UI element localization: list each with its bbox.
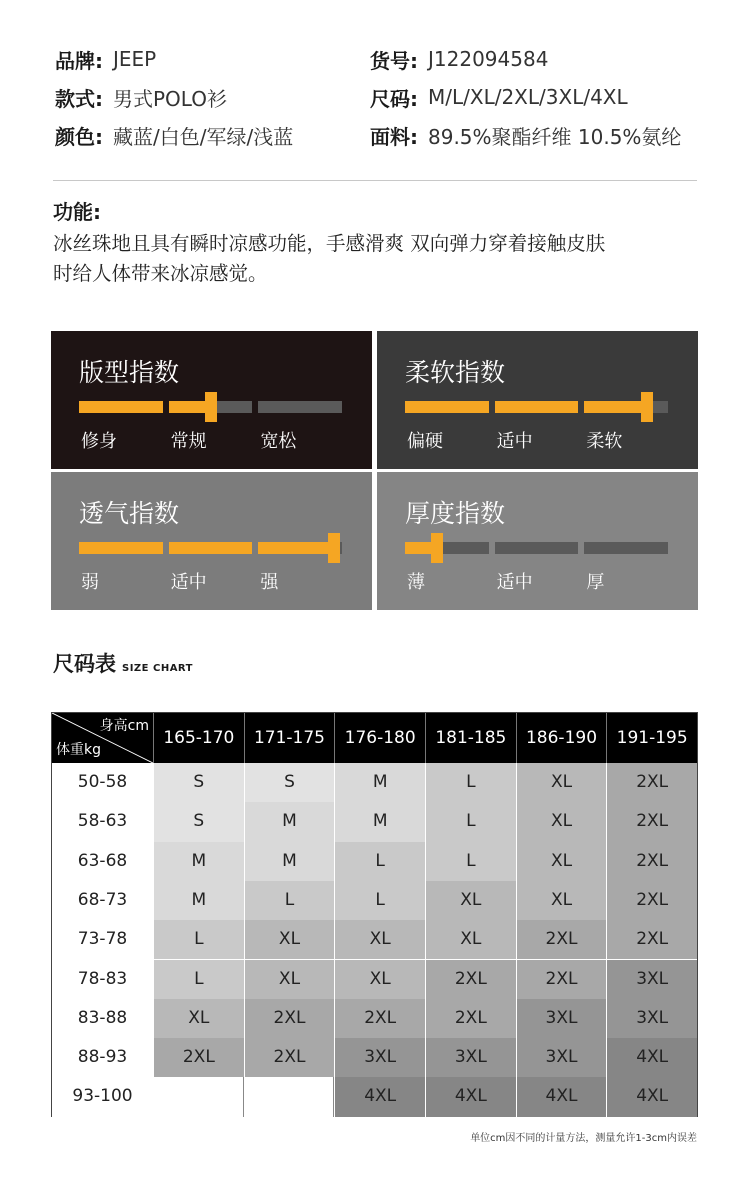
divider xyxy=(53,180,697,181)
size-cell: S xyxy=(153,802,244,841)
table-corner xyxy=(52,713,153,763)
spec-item-brand xyxy=(55,45,370,74)
size-cell: L xyxy=(425,842,516,881)
spec-item-style xyxy=(55,83,370,112)
function-title: 功能: xyxy=(53,200,101,224)
thickness-index-level-label: 适中 xyxy=(496,572,533,593)
weight-row-header: 88-93 xyxy=(52,1038,153,1077)
size-cell: XL xyxy=(425,881,516,920)
spec-label: 货号: xyxy=(370,48,418,73)
size-cell: XL xyxy=(244,960,335,999)
spec-item-fabric xyxy=(370,121,681,150)
breathability-index-level-label: 强 xyxy=(260,572,279,593)
index-marker xyxy=(328,533,340,563)
size-cell: XL xyxy=(516,802,607,841)
size-chart-title: 尺码表 xyxy=(53,652,116,676)
size-cell: XL xyxy=(334,960,425,999)
size-cell: 4XL xyxy=(425,1077,516,1116)
spec-value: M/L/XL/2XL/3XL/4XL xyxy=(428,85,628,109)
thickness-index-title: 厚度指数 xyxy=(405,499,506,528)
softness-index-panel xyxy=(377,331,698,469)
size-cell xyxy=(244,1077,335,1116)
size-cell: 2XL xyxy=(606,842,697,881)
size-cell: 3XL xyxy=(516,999,607,1038)
function-line: 冰丝珠地且具有瞬时凉感功能，手感滑爽 双向弹力穿着接触皮肤 xyxy=(53,232,606,255)
height-column-header: 171-175 xyxy=(244,713,335,763)
thickness-index-level-label: 薄 xyxy=(407,572,425,593)
size-cell: M xyxy=(153,881,244,920)
size-cell: XL xyxy=(425,920,516,959)
weight-row-header: 68-73 xyxy=(52,881,153,920)
height-column-header: 176-180 xyxy=(334,713,425,763)
size-cell: 2XL xyxy=(334,999,425,1038)
fit-index-panel xyxy=(51,331,372,469)
size-cell: 4XL xyxy=(334,1077,425,1116)
index-bar-filled xyxy=(169,542,253,554)
function-line: 时给人体带来冰凉感觉。 xyxy=(53,262,268,285)
size-chart-heading xyxy=(53,648,193,678)
size-cell: 2XL xyxy=(516,920,607,959)
spec-item-sku xyxy=(370,45,548,74)
size-cell: 4XL xyxy=(516,1077,607,1116)
index-bar-filled xyxy=(79,401,163,413)
size-cell: M xyxy=(244,842,335,881)
softness-index-level-label: 柔软 xyxy=(586,431,623,452)
spec-value: J122094584 xyxy=(428,47,549,71)
index-bar-filled xyxy=(584,401,647,413)
breathability-index-level-label: 弱 xyxy=(81,572,99,593)
height-column-header: 165-170 xyxy=(153,713,244,763)
size-cell: 2XL xyxy=(153,1038,244,1077)
size-cell: M xyxy=(244,802,335,841)
index-bar-empty xyxy=(495,542,579,554)
weight-row-header: 83-88 xyxy=(52,999,153,1038)
size-cell: XL xyxy=(153,999,244,1038)
spec-value: 89.5%聚酯纤维 10.5%氨纶 xyxy=(428,124,682,149)
table-header-row xyxy=(52,713,697,763)
index-bar-filled xyxy=(258,542,334,554)
spec-row xyxy=(55,78,715,116)
spec-item-size xyxy=(370,83,628,112)
size-cell: XL xyxy=(516,881,607,920)
thickness-index-panel xyxy=(377,472,698,610)
weight-row-header: 58-63 xyxy=(52,802,153,841)
size-cell: XL xyxy=(244,920,335,959)
size-cell: L xyxy=(153,920,244,959)
size-cell: S xyxy=(153,763,244,802)
weight-row-header: 93-100 xyxy=(52,1077,153,1116)
breathability-index-panel xyxy=(51,472,372,610)
weight-row-header: 50-58 xyxy=(52,763,153,802)
index-panels xyxy=(51,331,698,610)
spec-row xyxy=(55,116,715,154)
size-chart-table xyxy=(51,712,698,1117)
height-column-header: 191-195 xyxy=(606,713,697,763)
spec-label: 品牌: xyxy=(55,48,103,73)
spec-label: 面料: xyxy=(370,124,418,149)
size-cell: 2XL xyxy=(425,960,516,999)
size-cell: 2XL xyxy=(244,1038,335,1077)
corner-weight-label: 体重kg xyxy=(56,742,101,758)
index-bar-filled xyxy=(495,401,579,413)
breathability-index-level-label: 适中 xyxy=(170,572,207,593)
fit-index-level-label: 宽松 xyxy=(260,431,297,452)
function-section xyxy=(53,198,713,289)
corner-height-label: 身高cm xyxy=(99,718,149,734)
spec-item-color xyxy=(55,121,370,150)
size-cell: XL xyxy=(334,920,425,959)
size-cell: 2XL xyxy=(516,960,607,999)
breathability-index-title: 透气指数 xyxy=(79,499,180,528)
size-cell: XL xyxy=(516,763,607,802)
index-bar-empty xyxy=(211,401,253,413)
size-cell: 2XL xyxy=(425,999,516,1038)
weight-row-header: 73-78 xyxy=(52,920,153,959)
size-cell: XL xyxy=(516,842,607,881)
thickness-index-level-label: 厚 xyxy=(586,572,605,593)
size-cell: 3XL xyxy=(334,1038,425,1077)
size-cell: 2XL xyxy=(606,802,697,841)
fit-index-title: 版型指数 xyxy=(79,358,180,387)
index-bar-empty xyxy=(437,542,489,554)
spec-row xyxy=(55,40,715,78)
size-cell: L xyxy=(153,960,244,999)
size-cell: L xyxy=(334,842,425,881)
size-cell: 2XL xyxy=(606,920,697,959)
size-cell: 3XL xyxy=(606,999,697,1038)
weight-row-header: 78-83 xyxy=(52,960,153,999)
size-cell: L xyxy=(334,881,425,920)
weight-row-header: 63-68 xyxy=(52,842,153,881)
softness-index-level-label: 适中 xyxy=(496,431,533,452)
size-cell: M xyxy=(334,763,425,802)
size-cell xyxy=(153,1077,244,1116)
size-cell: 3XL xyxy=(516,1038,607,1077)
index-marker xyxy=(431,533,443,563)
spec-value: 藏蓝/白色/军绿/浅蓝 xyxy=(113,124,294,149)
function-description xyxy=(53,229,713,289)
size-cell: M xyxy=(334,802,425,841)
size-cell: 3XL xyxy=(606,960,697,999)
index-bar-filled xyxy=(79,542,163,554)
size-cell: 2XL xyxy=(606,881,697,920)
size-cell: 4XL xyxy=(606,1077,697,1116)
fit-index-level-label: 常规 xyxy=(170,431,207,452)
size-chart-subtitle: SIZE CHART xyxy=(122,663,194,674)
index-marker xyxy=(641,392,653,422)
spec-label: 颜色: xyxy=(55,124,103,149)
index-bar-empty xyxy=(258,401,342,413)
size-cell: 2XL xyxy=(244,999,335,1038)
height-column-header: 186-190 xyxy=(516,713,607,763)
size-cell: 3XL xyxy=(425,1038,516,1077)
softness-index-level-label: 偏硬 xyxy=(407,431,443,452)
fit-index-level-label: 修身 xyxy=(81,431,117,452)
index-bar-empty xyxy=(584,542,668,554)
size-cell: 2XL xyxy=(606,763,697,802)
spec-value: 男式POLO衫 xyxy=(113,86,227,111)
softness-index-title: 柔软指数 xyxy=(405,358,506,387)
size-cell: L xyxy=(425,802,516,841)
index-marker xyxy=(205,392,217,422)
spec-label: 款式: xyxy=(55,86,103,111)
product-spec xyxy=(55,40,715,154)
spec-value: JEEP xyxy=(113,47,157,71)
size-cell: M xyxy=(153,842,244,881)
size-cell: S xyxy=(244,763,335,802)
height-column-header: 181-185 xyxy=(425,713,516,763)
index-bar-filled xyxy=(405,401,489,413)
spec-label: 尺码: xyxy=(370,86,418,111)
measurement-note: 单位cm因不同的计量方法，测量允许1-3cm内误差 xyxy=(470,1133,697,1144)
size-cell: L xyxy=(244,881,335,920)
size-cell: L xyxy=(425,763,516,802)
size-cell: 4XL xyxy=(606,1038,697,1077)
